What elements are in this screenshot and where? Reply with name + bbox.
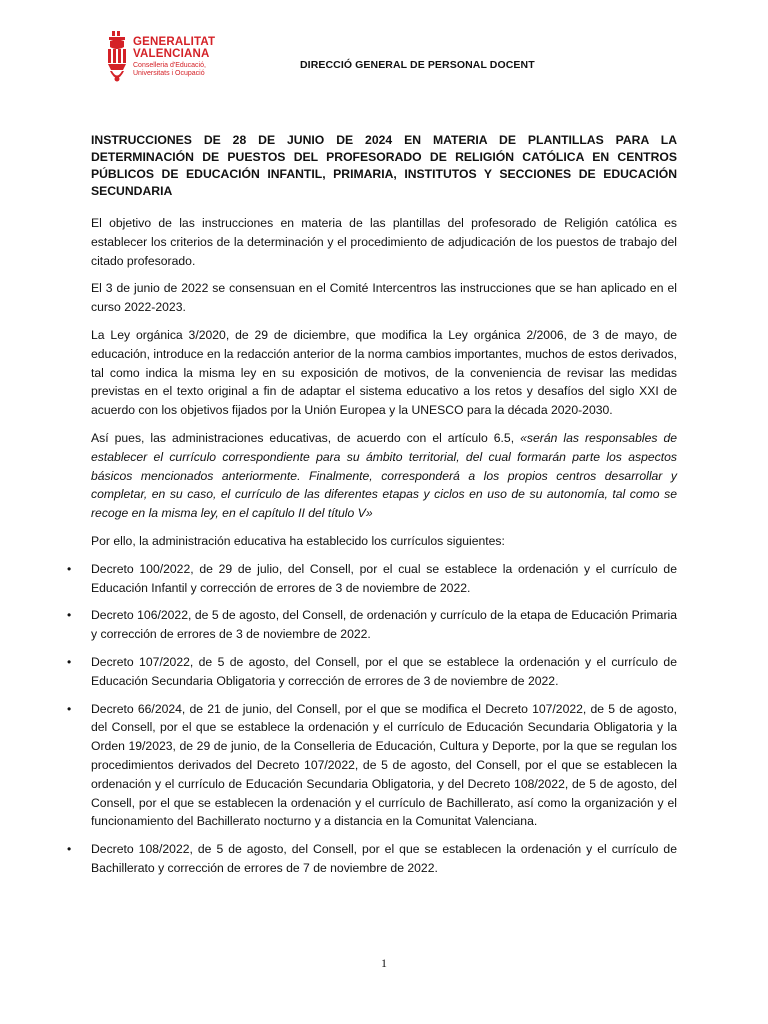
paragraph-objective: El objetivo de las instrucciones en materia de las plantillas del profesorado de Religión católica es establecer los criterios de la determinación y el procedimiento de adjudicación de los puestos de trabajo del citado profesorado.: [91, 216, 677, 268]
logo-subline-universitats: Universitats i Ocupació: [133, 70, 205, 77]
bullet-icon: •: [67, 654, 72, 669]
list-item-text: Decreto 100/2022, de 29 de julio, del Consell, por el cual se establece la ordenación y el currículo de Educación Infantil y corrección de errores de 3 de noviembre de 2022.: [91, 561, 677, 595]
generalitat-logo: [106, 31, 246, 89]
document-title: INSTRUCCIONES DE 28 DE JUNIO DE 2024 EN MATERIA DE PLANTILLAS PARA LA DETERMINACIÓN DE PUESTOS DEL PROFESORADO DE RELIGIÓN CATÓLICA EN CENTROS PÚBLICOS DE EDUCACIÓN INFANTIL, PRIMARIA, INSTITUTOS Y SECCIONES DE EDUCACIÓN SECUNDARIA: [91, 133, 677, 198]
list-item-text: Decreto 66/2024, de 21 de junio, del Consell, por el que se modifica el Decreto 107/2022, de 5 de agosto, del Consell, por el que se establece la ordenación y el currículo de Educación Secundaria Obligatoria y la Orden 19/2023, de 29 de junio, de la Conselleria de Educación, Cultura y Deporte, por la que se regulan los procedimientos derivados del Decreto 107/2022, de 5 de agosto, del Consell, por el que se establecen la ordenación y el currículo de Educación Secundaria Obligatoria, y del Decreto 108/2022, de 5 de agosto, del Consell, por el que se establecen la ordenación y el currículo de Bachillerato, así como la organización y el funcionamiento del Bachillerato nocturno y a distancia en la Comunitat Valenciana.: [91, 701, 677, 829]
paragraph-ley-organica: La Ley orgánica 3/2020, de 29 de diciembre, que modifica la Ley orgánica 2/2006, de 3 de mayo, de educación, introduce en la redacción anterior de la norma cambios importantes, muchos de estos derivados, tal como indica la misma ley en su exposición de motivos, de la conveniencia de revisar las medidas previstas en el texto original a fin de adaptar el sistema educativo a los retos y desafíos del siglo XXI de acuerdo con los objetivos fijados por la Unión Europea y la UNESCO para la década 2020-2030.: [91, 327, 677, 418]
list-item: [67, 653, 677, 691]
generalitat-emblem-icon: [106, 31, 128, 83]
list-item: [67, 606, 677, 644]
logo-text: [133, 36, 215, 78]
list-item-text: Decreto 107/2022, de 5 de agosto, del Consell, por el que se establece la ordenación y el currículo de Educación Secundaria Obligatoria y corrección de errores de 3 de noviembre de 2022.: [91, 654, 677, 688]
bullet-icon: •: [67, 608, 72, 623]
paragraph-administraciones: [91, 429, 677, 523]
paragraph-administraciones-lead: Así pues, las administraciones educativas, de acuerdo con el artículo 6.5,: [91, 430, 521, 445]
list-item-text: Decreto 108/2022, de 5 de agosto, del Consell, por el que se establecen la ordenación y el currículo de Bachillerato y corrección de errores de 7 de noviembre de 2022.: [91, 842, 677, 875]
logo-line-valenciana: VALENCIANA: [133, 48, 210, 60]
bullet-icon: •: [67, 561, 72, 576]
decree-list: [67, 560, 677, 878]
logo-line-generalitat: GENERALITAT: [133, 36, 216, 48]
page-number: 1: [381, 956, 387, 970]
list-item: [67, 840, 677, 878]
paragraph-administraciones-quote: «serán las responsables de establecer el currículo correspondiente para su ámbito territorial, del cual formarán parte los aspectos básicos mencionados anteriormente. Finalmente, corresponderá a los propios centros desarrollar y completar, en su caso, el currículo de las diferentes etapas y ciclos en uso de su autonomía, tal como se recoge en la misma ley, en el capítulo II del título V»: [91, 430, 677, 521]
header-title: DIRECCIÓ GENERAL DE PERSONAL DOCENT: [300, 59, 535, 71]
document-body: [67, 132, 677, 887]
list-item-text: Decreto 106/2022, de 5 de agosto, del Consell, de ordenación y currículo de la etapa de Educación Primaria y corrección de errores de 3 de noviembre de 2022.: [91, 608, 677, 642]
logo-subline-conselleria: Conselleria d'Educació,: [133, 62, 206, 69]
bullet-icon: •: [67, 842, 72, 857]
paragraph-curriculos-intro: Por ello, la administración educativa ha establecido los currículos siguientes:: [91, 533, 505, 548]
paragraph-comite: El 3 de junio de 2022 se consensuan en el Comité Intercentros las instrucciones que se han aplicado en el curso 2022-2023.: [91, 281, 677, 315]
list-item: [67, 560, 677, 598]
list-item: [67, 700, 677, 832]
bullet-icon: •: [67, 701, 72, 716]
